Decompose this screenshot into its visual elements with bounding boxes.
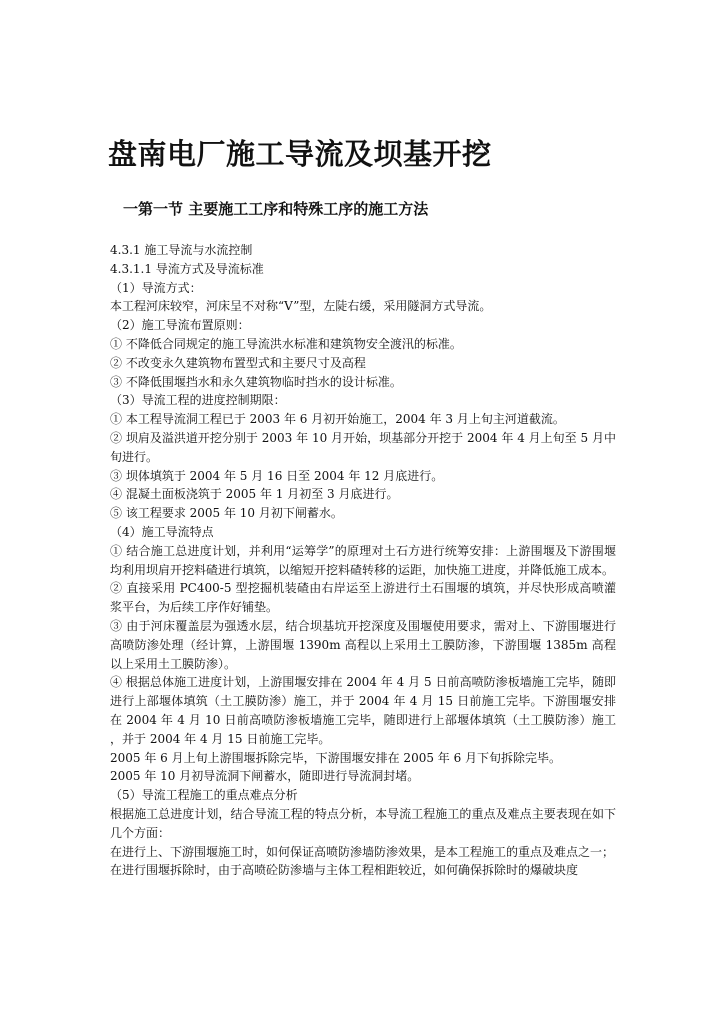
heading-4-3-1-1: 4.3.1.1 导流方式及导流标准 [110,261,264,276]
list-item: ③ 坝体填筑于 2004 年 5 月 16 日至 2004 年 12 月底进行。 [110,468,444,483]
heading-4-3-1: 4.3.1 施工导流与水流控制 [110,243,253,257]
list-item: ③ 不降低围堰挡水和永久建筑物临时挡水的设计标准。 [110,374,402,389]
subheading-schedule: （3）导流工程的进度控制期限： [110,393,286,408]
list-item: ⑤ 该工程要求 2005 年 10 月初下闸蓄水。 [110,506,343,521]
subheading-key-difficulties: （5）导流工程施工的重点难点分析 [110,788,298,803]
list-item: ③ 由于河床覆盖层为强透水层，结合坝基坑开挖深度及围堰使用要求，需对上、下游围堰进行高喷防渗处理（经计算，上游围堰 1390m 高程以上采用土工膜防渗，下游围堰 1385m 高程以上采用土工膜防渗）。 [110,618,616,671]
list-item: ④ 混凝土面板浇筑于 2005 年 1 月初至 3 月底进行。 [110,487,399,502]
list-item: ① 本工程导流洞工程已于 2003 年 6 月初开始施工，2004 年 3 月上旬主河道截流。 [110,412,565,427]
list-item: ② 直接采用 PC400-5 型挖掘机装碴由右岸运至上游进行土石围堰的填筑，并尽快形成高喷灌浆平台，为后续工序作好铺垫。 [110,581,616,615]
list-item: ① 结合施工总进度计划，并利用“运筹学”的原理对土石方进行统筹安排：上游围堰及下游围堰均利用坝肩开挖料碴进行填筑，以缩短开挖料碴转移的运距，加快施工进度，并降低施工成本。 [110,543,616,577]
subheading-diversion-method: （1）导流方式： [110,280,202,295]
document-title: 盘南电厂施工导流及坝基开挖 [108,137,492,171]
paragraph: 2005 年 10 月初导流洞下闸蓄水，随即进行导流洞封堵。 [110,769,420,784]
list-item: ① 不降低合同规定的施工导流洪水标准和建筑物安全渡汛的标准。 [110,336,462,351]
paragraph: 在进行上、下游围堰施工时，如何保证高喷防渗墙防渗效果，是本工程施工的重点及难点之一； [110,844,615,859]
paragraph: 本工程河床较窄，河床呈不对称“V”型，左陡右缓，采用隧洞方式导流。 [110,299,492,314]
subheading-features: （4）施工导流特点 [110,524,214,539]
list-item: ② 坝肩及溢洪道开挖分别于 2003 年 10 月开始，坝基部分开挖于 2004 年 4 月上旬至 5 月中旬进行。 [110,430,616,464]
list-item: ④ 根据总体施工进度计划，上游围堰安排在 2004 年 4 月 5 日前高喷防渗板墙施工完毕，随即进行上部堰体填筑（土工膜防渗）施工，并于 2004 年 4 月 15 日前施工完毕。下游围堰安排在 2004 年 4 月 10 日前高喷防渗板墙施工完毕，随即进行上部堰体填筑（土工膜防渗）施工，并于 2004 年 4 月 15 日前施工完毕。 [110,675,616,746]
paragraph: 2005 年 6 月上旬上游围堰拆除完毕，下游围堰安排在 2005 年 6 月下旬拆除完毕。 [110,750,562,765]
list-item: ② 不改变永久建筑物布置型式和主要尺寸及高程 [110,355,366,370]
section-title: 一第一节 主要施工工序和特殊工序的施工方法 [123,200,429,218]
paragraph: 在进行围堰拆除时，由于高喷砼防渗墙与主体工程相距较近，如何确保拆除时的爆破块度 [110,863,579,878]
subheading-layout-principles: （2）施工导流布置原则： [110,318,250,333]
document-body [110,241,616,880]
paragraph: 根据施工总进度计划，结合导流工程的特点分析，本导流工程施工的重点及难点主要表现在如下几个方面： [110,806,616,840]
